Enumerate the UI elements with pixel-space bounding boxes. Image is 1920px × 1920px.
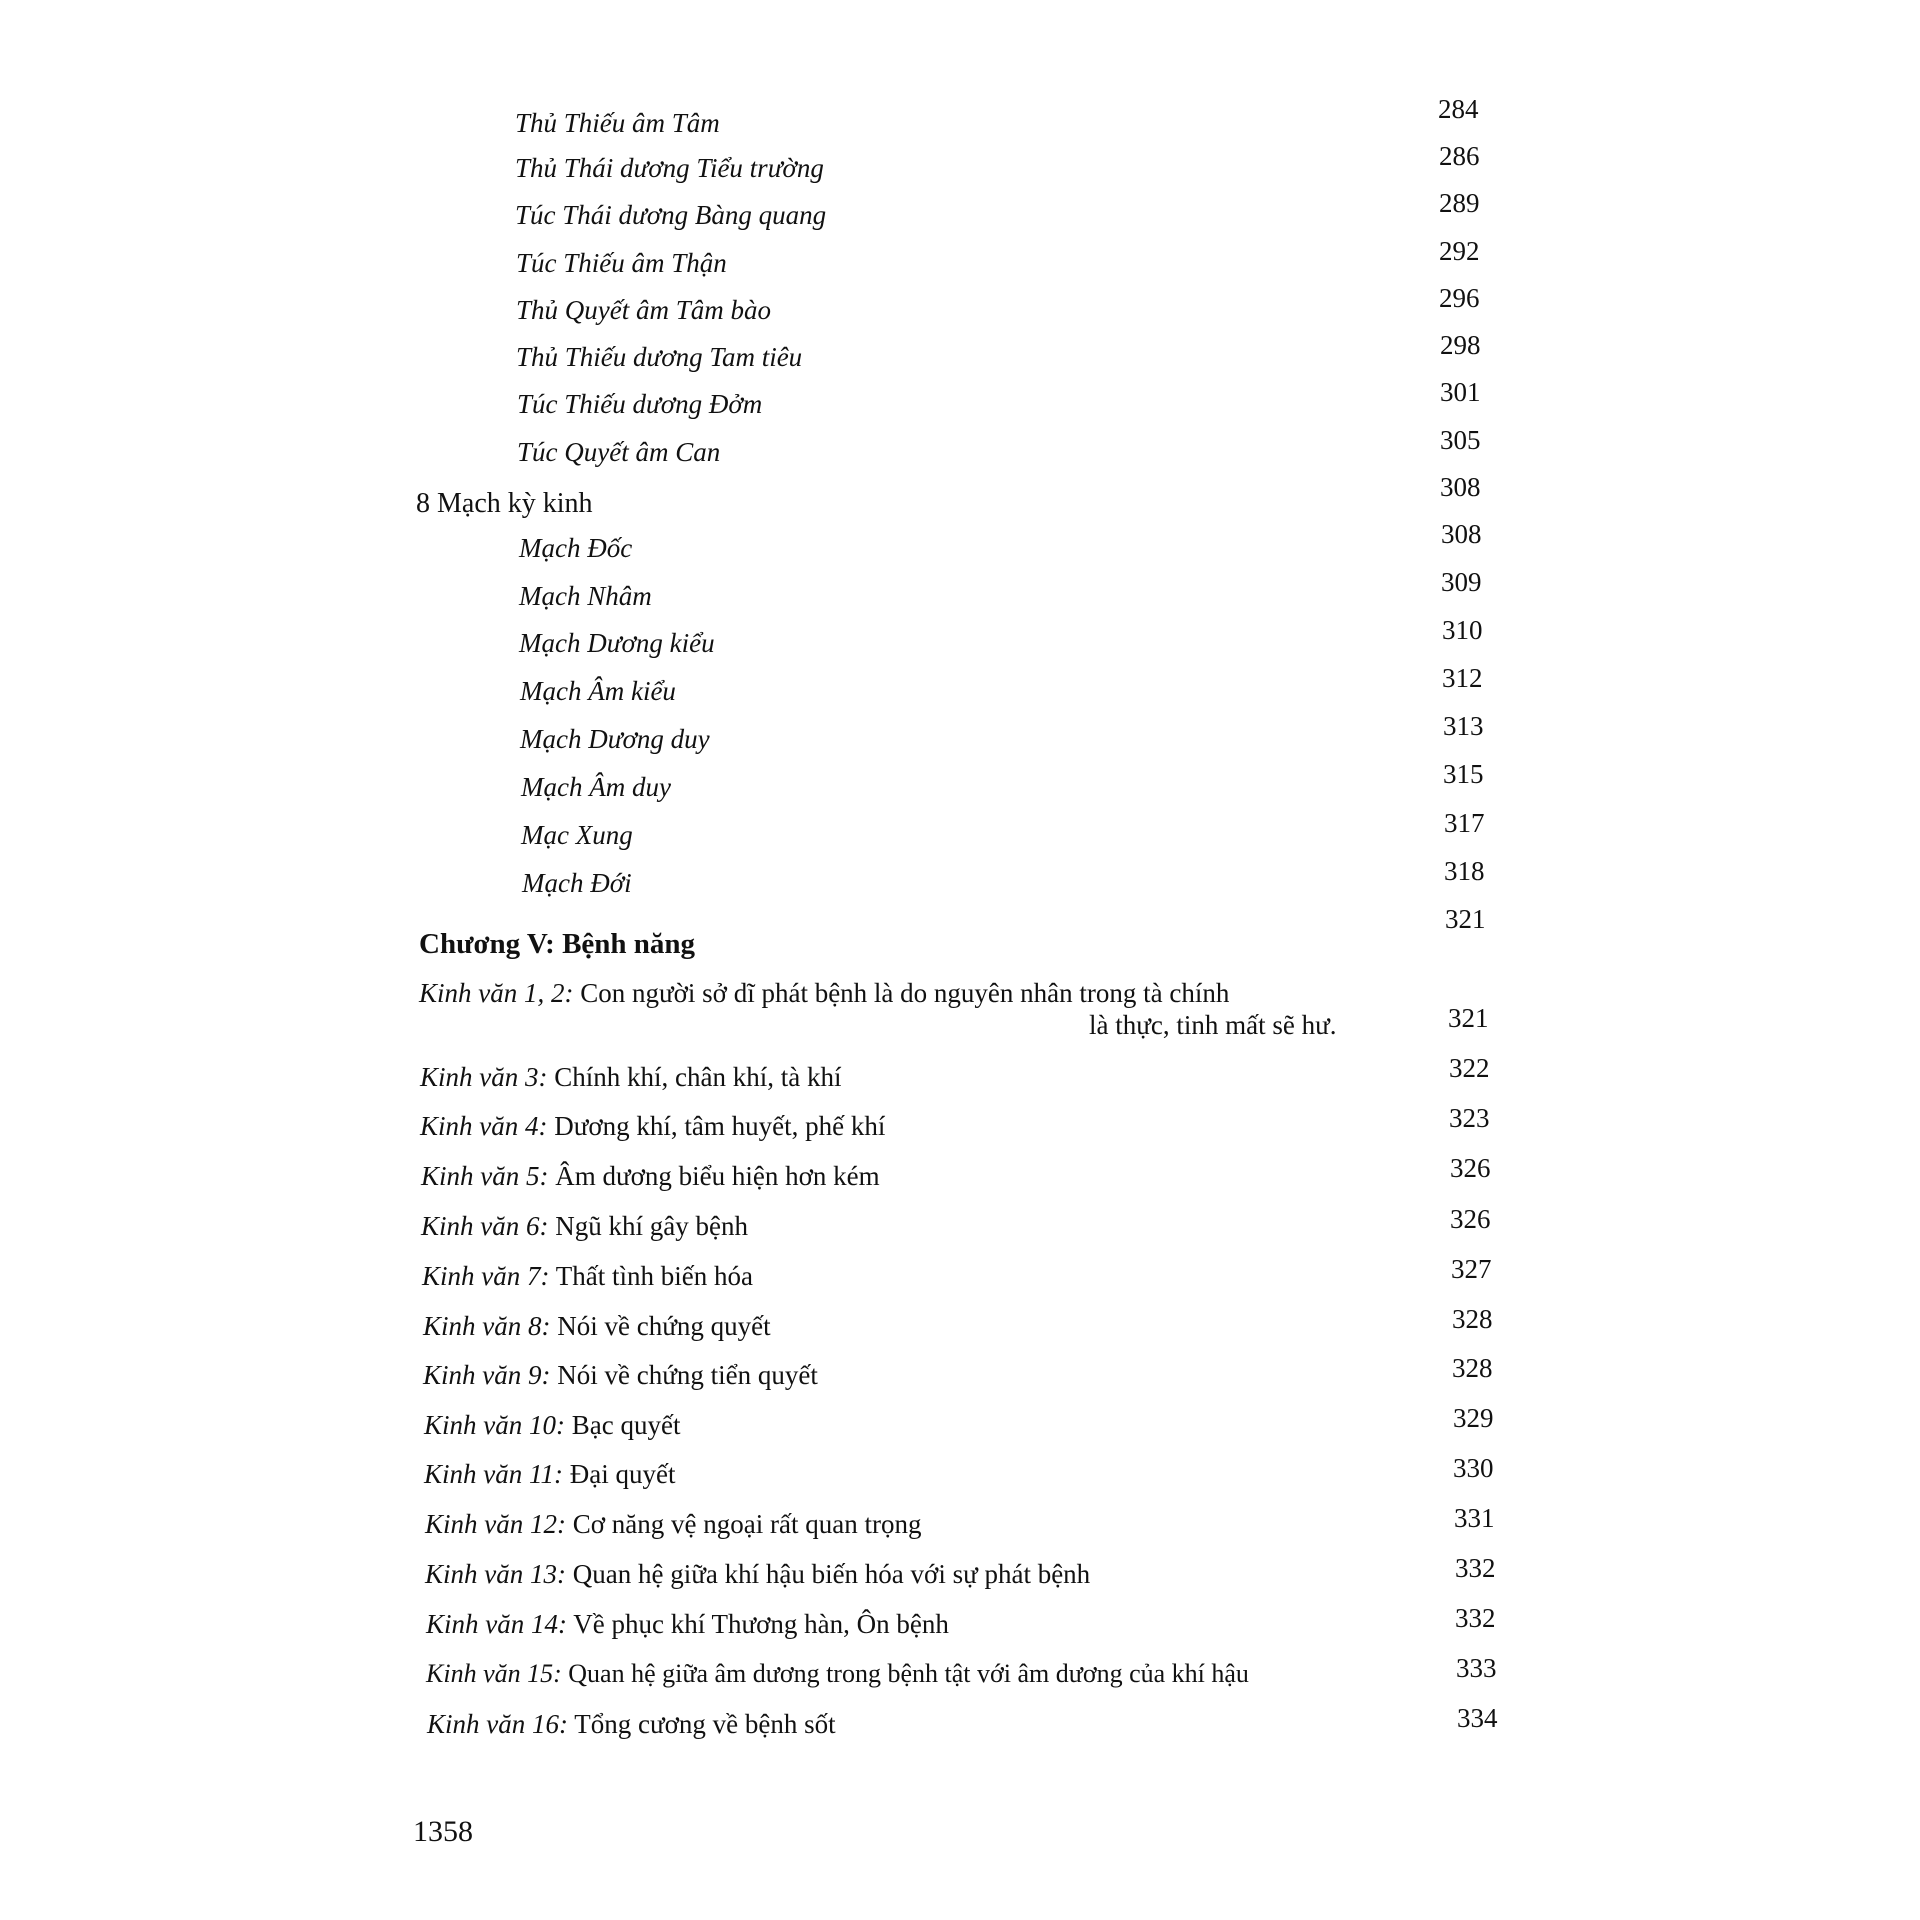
toc-entry-meridian: Thủ Thiếu dương Tam tiêu — [516, 342, 803, 372]
kinh-van-title: Nói về chứng quyết — [557, 1311, 771, 1341]
toc-page-number: 332 — [1455, 1553, 1496, 1583]
toc-entry-meridian: Thủ Thái dương Tiểu trường — [515, 153, 824, 183]
kinh-van-label: Kinh văn 10: — [424, 1410, 565, 1440]
toc-entry-kinh-van — [424, 1461, 675, 1488]
kinh-van-title: Bạc quyết — [571, 1410, 681, 1440]
kinh-van-title: Đại quyết — [569, 1459, 676, 1489]
kinh-van-label: Kinh văn 16: — [427, 1709, 568, 1739]
toc-page-number: 328 — [1452, 1304, 1493, 1334]
toc-entry-kinh-van — [425, 1511, 921, 1538]
toc-page-number: 310 — [1442, 615, 1483, 645]
toc-page-number: 298 — [1440, 330, 1481, 360]
kinh-van-label: Kinh văn 13: — [425, 1559, 566, 1589]
toc-page-number: 329 — [1453, 1403, 1494, 1433]
kinh-van-title: Quan hệ giữa khí hậu biến hóa với sự phát bệnh — [572, 1559, 1091, 1589]
toc-page-number: 334 — [1457, 1703, 1498, 1733]
toc-entry-kinh-van — [423, 1313, 771, 1340]
toc-page-number: 326 — [1450, 1204, 1491, 1234]
kinh-van-label: Kinh văn 14: — [426, 1609, 567, 1639]
toc-page-number: 313 — [1443, 711, 1484, 741]
toc-entry-kinh-van — [424, 1412, 680, 1439]
kinh-van-title: Chính khí, chân khí, tà khí — [554, 1062, 842, 1092]
toc-chapter-title: Chương V: Bệnh năng — [419, 928, 696, 960]
toc-entry-meridian: Túc Thái dương Bàng quang — [515, 200, 827, 230]
toc-page-number: 308 — [1441, 519, 1482, 549]
toc-entry-kinh-van — [426, 1661, 1249, 1687]
kinh-van-label: Kinh văn 7: — [422, 1261, 550, 1291]
kinh-van-title: Về phục khí Thương hàn, Ôn bệnh — [573, 1609, 949, 1639]
toc-entry-vessel: Mạch Đới — [522, 868, 632, 898]
kinh-van-label: Kinh văn 12: — [425, 1509, 566, 1539]
toc-page-number: 317 — [1444, 808, 1485, 838]
toc-entry-vessel: Mạch Âm duy — [521, 772, 671, 802]
toc-entry-meridian: Thủ Thiếu âm Tâm — [515, 108, 720, 138]
toc-page-number: 292 — [1439, 236, 1480, 266]
kinh-van-label: Kinh văn 15: — [426, 1659, 562, 1688]
toc-page-number: 326 — [1450, 1153, 1491, 1183]
toc-page-number: 309 — [1441, 567, 1482, 597]
toc-page-number: 323 — [1449, 1103, 1490, 1133]
toc-entry-continuation: là thực, tinh mất sẽ hư. — [1089, 1010, 1337, 1040]
toc-entry-meridian: Túc Quyết âm Can — [517, 437, 721, 467]
kinh-van-title: Con người sở dĩ phát bệnh là do nguyên nhân trong tà chính — [580, 978, 1230, 1008]
kinh-van-label: Kinh văn 8: — [423, 1311, 551, 1341]
toc-entry-kinh-van — [423, 1362, 818, 1389]
toc-entry-meridian: Thủ Quyết âm Tâm bào — [516, 295, 771, 325]
toc-page-number: 327 — [1451, 1254, 1492, 1284]
toc-entry-kinh-van — [425, 1561, 1090, 1588]
kinh-van-title: Âm dương biểu hiện hơn kém — [555, 1161, 880, 1191]
toc-page-number: 296 — [1439, 283, 1480, 313]
kinh-van-title: Nói về chứng tiển quyết — [557, 1360, 818, 1390]
kinh-van-label: Kinh văn 6: — [421, 1211, 549, 1241]
kinh-van-label: Kinh văn 5: — [421, 1161, 549, 1191]
kinh-van-title: Cơ năng vệ ngoại rất quan trọng — [572, 1509, 922, 1539]
toc-page-number: 284 — [1438, 94, 1479, 124]
toc-page-number: 315 — [1443, 759, 1484, 789]
toc-page-number: 301 — [1440, 377, 1481, 407]
toc-entry-kinh-van — [420, 1064, 841, 1091]
toc-page-number: 318 — [1444, 856, 1485, 886]
toc-entry-kinh-van — [421, 1213, 748, 1240]
kinh-van-title: Quan hệ giữa âm dương trong bệnh tật với âm dương của khí hậu — [568, 1659, 1249, 1688]
kinh-van-label: Kinh văn 11: — [424, 1459, 563, 1489]
kinh-van-label: Kinh văn 4: — [420, 1111, 548, 1141]
toc-page-number: 333 — [1456, 1653, 1497, 1683]
page-number: 1358 — [413, 1815, 473, 1848]
kinh-van-title: Thất tình biến hóa — [555, 1261, 753, 1291]
toc-entry-kinh-van — [422, 1263, 753, 1290]
toc-page-number: 331 — [1454, 1503, 1495, 1533]
toc-entry-vessel: Mạc Xung — [521, 820, 633, 850]
toc-entry-kinh-van — [427, 1711, 836, 1738]
kinh-van-title: Dương khí, tâm huyết, phế khí — [554, 1111, 886, 1141]
toc-entry-vessel: Mạch Dương duy — [520, 724, 710, 754]
toc-section-title: 8 Mạch kỳ kinh — [416, 488, 593, 519]
toc-page-number: 328 — [1452, 1353, 1493, 1383]
toc-page-number: 308 — [1440, 472, 1481, 502]
toc-page-number: 305 — [1440, 425, 1481, 455]
toc-entry-kinh-van — [426, 1611, 949, 1638]
toc-entry-vessel: Mạch Âm kiểu — [520, 676, 676, 706]
toc-page-number: 312 — [1442, 663, 1483, 693]
kinh-van-label: Kinh văn 3: — [420, 1062, 548, 1092]
toc-entry-meridian: Túc Thiếu âm Thận — [516, 248, 727, 278]
kinh-van-label: Kinh văn 1, 2: — [419, 978, 574, 1008]
toc-entry-kinh-van — [419, 980, 1229, 1007]
toc-page-number: 330 — [1453, 1453, 1494, 1483]
toc-entry-kinh-van — [421, 1163, 880, 1190]
toc-entry-vessel: Mạch Dương kiểu — [519, 628, 715, 658]
toc-page-number: 286 — [1439, 141, 1480, 171]
toc-entry-vessel: Mạch Nhâm — [519, 581, 652, 611]
toc-entry-meridian: Túc Thiếu dương Đởm — [517, 389, 763, 419]
toc-entry-vessel: Mạch Đốc — [519, 533, 633, 563]
toc-entry-kinh-van — [420, 1113, 885, 1140]
toc-page-number: 332 — [1455, 1603, 1496, 1633]
kinh-van-title: Tổng cương về bệnh sốt — [574, 1709, 836, 1739]
toc-page-number: 321 — [1448, 1003, 1489, 1033]
kinh-van-title: Ngũ khí gây bệnh — [555, 1211, 748, 1241]
toc-page-number: 322 — [1449, 1053, 1490, 1083]
kinh-van-label: Kinh văn 9: — [423, 1360, 551, 1390]
toc-page-number: 321 — [1445, 904, 1486, 934]
toc-page-number: 289 — [1439, 188, 1480, 218]
